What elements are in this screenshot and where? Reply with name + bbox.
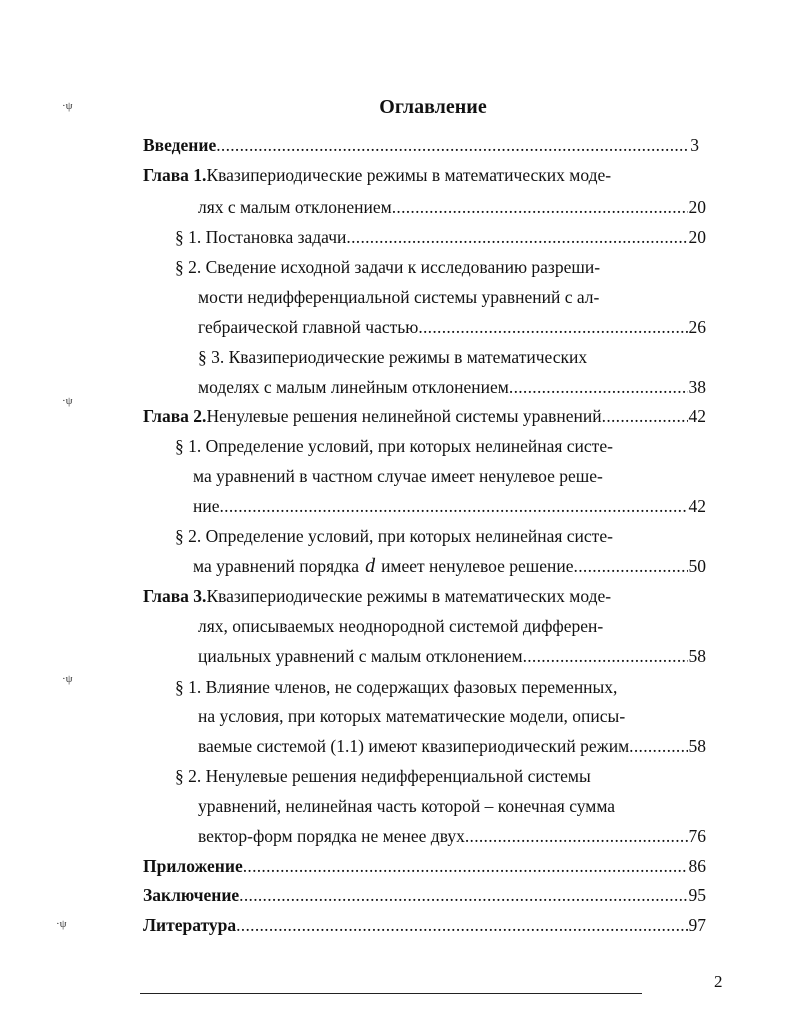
toc-page-number: 42: [688, 496, 706, 516]
toc-page-number: 58: [688, 646, 706, 666]
toc-line: [175, 675, 617, 699]
toc-line: [175, 434, 613, 458]
dot-leader: [346, 225, 687, 249]
toc-page-number: 20: [688, 227, 706, 247]
toc-text: лях с малым отклонением: [198, 197, 392, 217]
toc-text: моделях с малым линейным отклонением: [198, 377, 509, 397]
dot-leader: [236, 913, 687, 937]
toc-text: гебраической главной частью: [198, 317, 419, 337]
dot-leader: [418, 315, 687, 339]
toc-line: [143, 133, 699, 157]
toc-text: циальных уравнений с малым отклонением: [198, 646, 523, 666]
toc-line: [198, 285, 599, 309]
footer-rule: [140, 993, 642, 994]
toc-page-number: 86: [688, 856, 706, 876]
toc-line: [198, 734, 706, 758]
toc-page-number: 76: [688, 826, 706, 846]
toc-text: Квазипериодические режимы в математических моде-: [206, 586, 612, 606]
toc-line: [198, 824, 706, 848]
toc-line: [143, 854, 706, 878]
dot-leader: [602, 404, 688, 428]
toc-text: § 1. Постановка задачи: [175, 227, 347, 247]
toc-line: [143, 913, 706, 937]
dot-leader: [243, 854, 688, 878]
toc-heading-label: Глава 2.: [143, 406, 207, 426]
toc-line: [175, 255, 600, 279]
toc-line: [198, 614, 603, 638]
toc-text: ние: [193, 496, 220, 516]
scan-mark: ·ψ: [62, 673, 73, 685]
toc-text: § 1. Влияние членов, не содержащих фазовых переменных,: [175, 677, 618, 697]
scan-mark: ·ψ: [62, 100, 73, 112]
toc-text: § 3. Квазипериодические режимы в математических: [198, 347, 588, 367]
scan-mark: ·ψ: [62, 395, 73, 407]
toc-page-number: 95: [688, 885, 706, 905]
toc-heading-label: Литература: [143, 915, 237, 935]
toc-heading-label: Приложение: [143, 856, 243, 876]
toc-heading-label: Глава 3.: [143, 586, 207, 606]
scan-mark: ·ψ: [56, 918, 67, 930]
toc-text: § 2. Сведение исходной задачи к исследованию разреши-: [175, 257, 601, 277]
toc-text: ваемые системой (1.1) имеют квазипериодический режим: [198, 736, 630, 756]
dot-leader: [239, 883, 687, 907]
toc-line: [193, 464, 603, 488]
toc-text: на условия, при которых математические модели, описы-: [198, 706, 626, 726]
toc-heading-label: Глава 1.: [143, 165, 207, 185]
dot-leader: [629, 734, 687, 758]
toc-page-number: 38: [688, 377, 706, 397]
toc-text: ма уравнений в частном случае имеет ненулевое реше-: [193, 466, 603, 486]
toc-text: вектор-форм порядка не менее двух: [198, 826, 465, 846]
toc-line: [143, 404, 706, 428]
toc-line: [198, 704, 625, 728]
toc-text: § 2. Ненулевые решения недифференциальной системы: [175, 766, 591, 786]
toc-line: [198, 195, 706, 219]
dot-leader: [574, 554, 688, 578]
toc-line: [175, 764, 591, 788]
toc-text: уравнений, нелинейная часть которой – конечная сумма: [198, 796, 616, 816]
toc-text: Ненулевые решения нелинейной системы уравнений: [206, 406, 602, 426]
toc-text: § 2. Определение условий, при которых нелинейная систе-: [175, 526, 613, 546]
toc-text: Квазипериодические режимы в математических моде-: [206, 165, 612, 185]
toc-page-number: 50: [688, 556, 706, 576]
toc-page-number: 97: [688, 915, 706, 935]
toc-text: лях, описываемых неоднородной системой дифферен-: [198, 616, 604, 636]
dot-leader: [465, 824, 688, 848]
toc-line: [193, 554, 706, 578]
toc-page-number: 3: [690, 135, 699, 155]
page-title: Оглавление: [379, 96, 487, 118]
toc-text: § 1. Определение условий, при которых нелинейная систе-: [175, 436, 613, 456]
toc-page-number: 26: [688, 317, 706, 337]
toc-heading-label: Введение: [143, 135, 217, 155]
toc-line: [198, 375, 706, 399]
toc-page-number: 42: [688, 406, 706, 426]
toc-page-number: 20: [688, 197, 706, 217]
toc-line: [143, 584, 611, 608]
page-number: 2: [714, 972, 723, 991]
toc-line: [193, 494, 706, 518]
toc-heading-label: Заключение: [143, 885, 240, 905]
toc-text: ма уравнений порядка: [193, 556, 360, 576]
toc-page-number: 58: [688, 736, 706, 756]
dot-leader: [509, 375, 688, 399]
toc-line: [198, 794, 615, 818]
dot-leader: [523, 644, 688, 668]
toc-text: имеет ненулевое решение: [381, 556, 574, 576]
toc-text: мости недифференциальной системы уравнений с ал-: [198, 287, 600, 307]
toc-line: [198, 345, 587, 369]
toc-line: [175, 524, 613, 548]
dot-leader: [220, 494, 688, 518]
toc-line: [198, 315, 706, 339]
dot-leader: [392, 195, 688, 219]
math-variable: d: [365, 555, 376, 577]
toc-line: [143, 883, 706, 907]
dot-leader: [216, 133, 689, 157]
toc-line: [175, 225, 706, 249]
toc-line: [198, 644, 706, 668]
toc-line: [143, 163, 611, 187]
